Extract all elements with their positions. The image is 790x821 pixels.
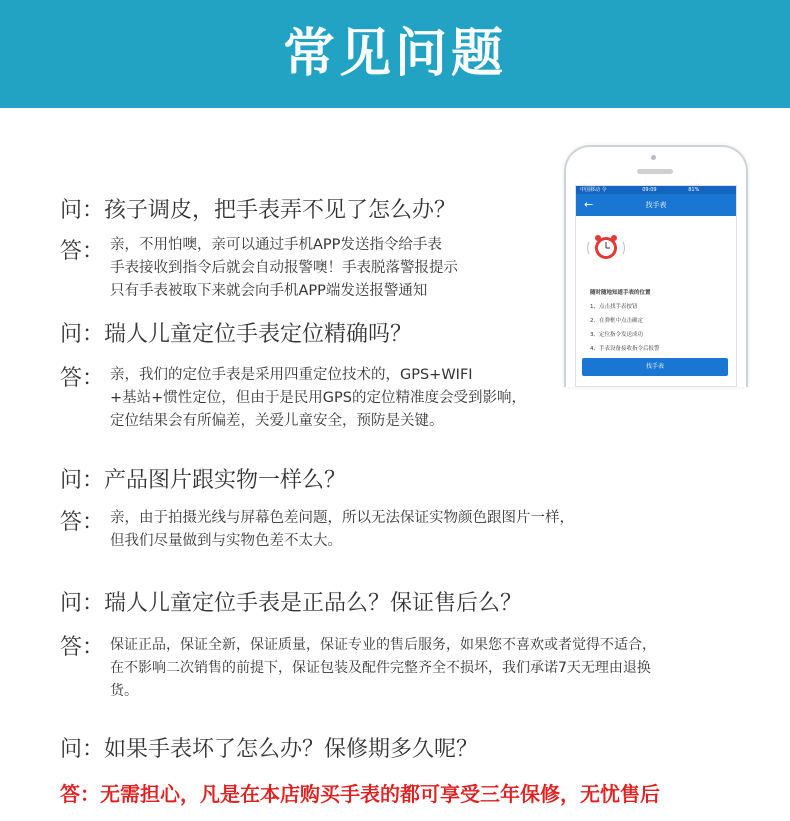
faq-question bbox=[60, 732, 478, 763]
status-battery: 81% bbox=[688, 187, 700, 193]
answer-line: 货。 bbox=[110, 683, 138, 699]
step-item: 2、在弹框中点击确定 bbox=[590, 318, 643, 324]
back-arrow-icon[interactable]: ← bbox=[584, 198, 594, 211]
faq-question bbox=[60, 463, 346, 494]
faq-question bbox=[60, 586, 522, 617]
answer-label: 答： bbox=[60, 635, 105, 660]
faq-answer bbox=[110, 507, 574, 553]
answer-line: 但我们尽量做到与实物色差不太大。 bbox=[110, 533, 342, 549]
faq-answer bbox=[110, 234, 458, 303]
answer-line: 只有手表被取下来就会向手机APP端发送报警通知 bbox=[110, 283, 428, 299]
step-item: 4、手表设备接收指令后报警 bbox=[590, 346, 660, 352]
step-item: 3、定位指令发送成功 bbox=[590, 332, 643, 338]
step-item: 1、点击找手表按钮 bbox=[590, 304, 638, 310]
app-title: 找手表 bbox=[645, 201, 667, 209]
question-text: 瑞人儿童定位手表定位精确吗？ bbox=[104, 322, 413, 347]
answer-line: 亲，由于拍摄光线与屏幕色差问题，所以无法保证实物颜色跟图片一样， bbox=[110, 510, 574, 526]
phone-screen bbox=[575, 185, 737, 387]
answer-label: 答： bbox=[60, 510, 105, 535]
faq-answer-highlight bbox=[60, 778, 660, 807]
phone-camera bbox=[651, 155, 656, 160]
question-label: 问： bbox=[60, 198, 105, 223]
answer-line: +基站+惯性定位，但由于是民用GPS的定位精准度会受到影响， bbox=[110, 390, 526, 406]
question-text: 瑞人儿童定位手表是正品么？保证售后么？ bbox=[104, 591, 523, 616]
status-carrier: 中国移动 令 bbox=[580, 187, 607, 193]
answer-line: 亲，我们的定位手表是采用四重定位技术的，GPS+WIFI bbox=[110, 367, 473, 383]
answer-line: 在不影响二次销售的前提下，保证包装及配件完整齐全不损坏，我们承诺7天无理由退换 bbox=[110, 660, 651, 676]
answer-line: 定位结果会有所偏差，关爱儿童安全，预防是关键。 bbox=[110, 413, 444, 429]
question-text: 如果手表坏了怎么办？保修期多久呢？ bbox=[104, 737, 479, 762]
faq-answer bbox=[110, 364, 526, 433]
phone-illustration bbox=[564, 145, 748, 387]
app-bar bbox=[576, 194, 736, 216]
faq-question bbox=[60, 193, 456, 224]
answer-line: 保证正品，保证全新，保证质量，保证专业的售后服务，如果您不喜欢或者觉得不适合， bbox=[110, 637, 656, 653]
question-text: 产品图片跟实物一样么？ bbox=[104, 468, 347, 493]
status-time: 09:09 bbox=[642, 187, 657, 193]
question-label: 问： bbox=[60, 737, 105, 762]
steps-list bbox=[590, 286, 660, 356]
answer-label: 答： bbox=[60, 366, 105, 391]
steps-intro: 随时随地知道手表的位置 bbox=[590, 290, 651, 296]
answer-label: 答： bbox=[60, 239, 105, 264]
answer-line: 手表接收到指令后就会自动报警噢！手表脱落警报提示 bbox=[110, 260, 458, 276]
question-label: 问： bbox=[60, 468, 105, 493]
phone-speaker bbox=[637, 169, 673, 174]
page-title: 常见问题 bbox=[282, 24, 507, 84]
faq-question bbox=[60, 317, 412, 348]
find-watch-button[interactable]: 找手表 bbox=[582, 358, 728, 376]
alarm-clock-icon bbox=[586, 230, 626, 264]
question-label: 问： bbox=[60, 591, 105, 616]
question-text: 孩子调皮，把手表弄不见了怎么办？ bbox=[104, 198, 457, 223]
status-bar bbox=[576, 186, 736, 194]
answer-label: 答： bbox=[60, 782, 100, 806]
answer-text: 无需担心，凡是在本店购买手表的都可享受三年保修，无忧售后 bbox=[100, 782, 660, 806]
answer-line: 亲，不用怕噢，亲可以通过手机APP发送指令给手表 bbox=[110, 237, 442, 253]
question-label: 问： bbox=[60, 322, 105, 347]
faq-answer bbox=[110, 634, 656, 703]
